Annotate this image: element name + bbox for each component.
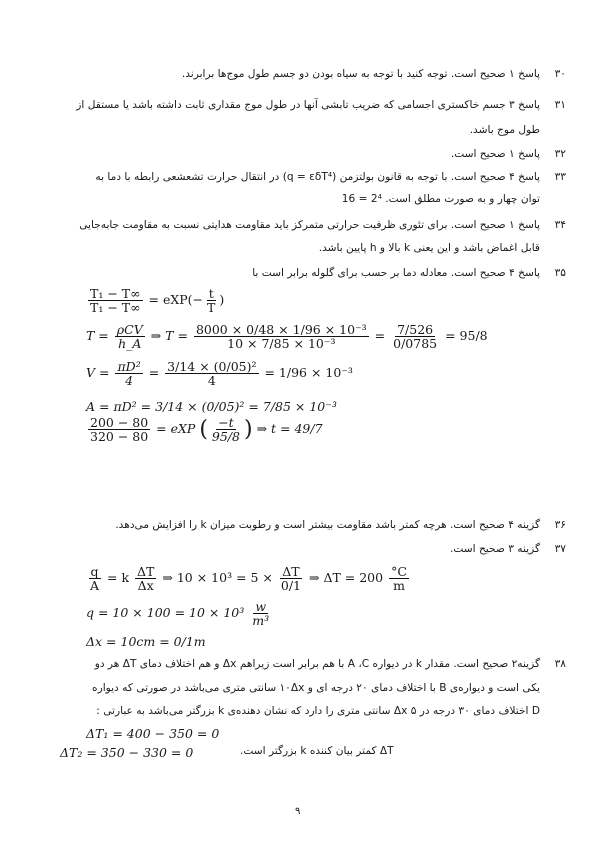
equation-38-line2: ΔT₂ = 350 − 330 = 0 bbox=[60, 745, 194, 760]
item-number: ۳۰ bbox=[554, 68, 566, 80]
equation-37-line2: q = 10 × 100 = 10 × 10³ $\frac{w}{\text{m³}}$ bbox=[86, 599, 270, 628]
item-35-text: پاسخ ۴ صحیح است. معادله دما بر حسب برای گلوله برابر است با bbox=[252, 267, 540, 279]
item-34-text: پاسخ ۱ صحیح است. برای تئوری ظرفیت حرارتی متمرکز باید مقاومت هدایتی نسبت به مقاومت جابه‌جایی bbox=[79, 219, 540, 231]
item-number: ۳۳ bbox=[554, 171, 566, 183]
equation-37-line3: Δx = 10cm = 0/1m bbox=[86, 634, 206, 649]
item-38-note: ΔT کمتر بیان کننده k بزرگتر است. bbox=[240, 745, 394, 757]
equation-35-line5: $\frac{200 - 80}{320 - 80}$ = eXP ( $\frac{-t}{95/8}$ ) ⇒ t = 49/7 bbox=[90, 415, 323, 444]
item-38-text: گزینه۲ صحیح است. مقدار k در دیواره A ،C با هم برابر است زیراهم Δx و هم اختلاف دمای ΔT هر دو bbox=[94, 658, 540, 670]
item-number: ۳۸ bbox=[554, 658, 566, 670]
equation-37-line1: $\frac{q}{A}$ = k $\frac{\Delta T}{\Delta x}$ ⇒ 10 × 10³ = 5 × $\frac{\Delta T}{0/1}$ ⇒ ΔT = 200 $\frac{^\circ C}{m}$ bbox=[90, 564, 407, 593]
item-34-cont: قابل اغماض باشد و این یعنی k بالا و h پایین باشد. bbox=[318, 242, 540, 254]
item-number: ۳۷ bbox=[554, 543, 566, 555]
item-33-cont: توان چهار و به صورت مطلق است. 2⁴ = 16 bbox=[341, 193, 540, 205]
equation-35-line1: $\frac{\text{T₁ − T∞}}{\text{T₁ − T∞}}$ = eXP(− $\frac{t}{T}$ ) bbox=[90, 286, 225, 315]
page-number: ۹ bbox=[295, 806, 301, 817]
item-38-cont: یکی است و دیواره‌ی B با اختلاف دمای ۲۰ درجه ای و ۱۰Δx سانتی متری می‌باشد در صورتی که دیواره bbox=[92, 682, 540, 694]
item-38-cont2: D اختلاف دمای ۳۰ درجه در Δx ۵ سانتی متری را دارد که نشان دهنده‌ی k بزرگتر می‌باشد به عبارتی : bbox=[96, 705, 540, 717]
equation-38-line1: ΔT₁ = 400 − 350 = 0 bbox=[86, 726, 220, 741]
equation-35-line3: V = $\frac{\text{πD²}}{4}$ = $\frac{\text{3/14 × (0/05)²}}{4}$ = 1/96 × 10⁻³ bbox=[86, 359, 353, 388]
item-number: ۳۶ bbox=[554, 519, 566, 531]
item-number: ۳۱ bbox=[554, 99, 566, 111]
item-36-text: گزینه ۴ صحیح است. هرچه کمتر باشد مقاومت بیشتر است و رطوبت میزان k را افزایش می‌دهد. bbox=[115, 519, 540, 531]
item-32-text: پاسخ ۱ صحیح است. bbox=[450, 148, 540, 160]
item-number: ۳۵ bbox=[554, 267, 566, 279]
item-30-text: پاسخ ۱ صحیح است. توجه کنید با توجه به سیاه بودن دو جسم طول موج‌ها برابرند. bbox=[181, 68, 540, 80]
equation-35-line2: T = $\frac{\text{ρCV}}{h\_A}$ ⇒ T = $\frac{\text{8000 × 0/48 × 1/96 × 10⁻³}}{\text{10 × 7/85 × 10⁻³}}$ = $\frac{7/526}{0/0785}$ = 95/8 bbox=[86, 322, 488, 351]
item-number: ۳۲ bbox=[554, 148, 566, 160]
item-31-text: پاسخ ۳ جسم خاکستری اجسامی که ضریب تابشی آنها در طول موج مقداری ثابت داشته باشد یا مستقل از bbox=[76, 99, 540, 111]
equation-35-line4: A = πD² = 3/14 × (0/05)² = 7/85 × 10⁻³ bbox=[86, 399, 337, 414]
item-33-text: پاسخ ۴ صحیح است. با توجه به قانون بولتزمن (q = εδT⁴) در انتقال حرارت تشعشعی رابطه با دما به bbox=[95, 171, 540, 183]
item-number: ۳۴ bbox=[554, 219, 566, 231]
item-31-cont: طول موج باشد. bbox=[469, 124, 540, 136]
item-37-text: گزینه ۳ صحیح است. bbox=[450, 543, 540, 555]
